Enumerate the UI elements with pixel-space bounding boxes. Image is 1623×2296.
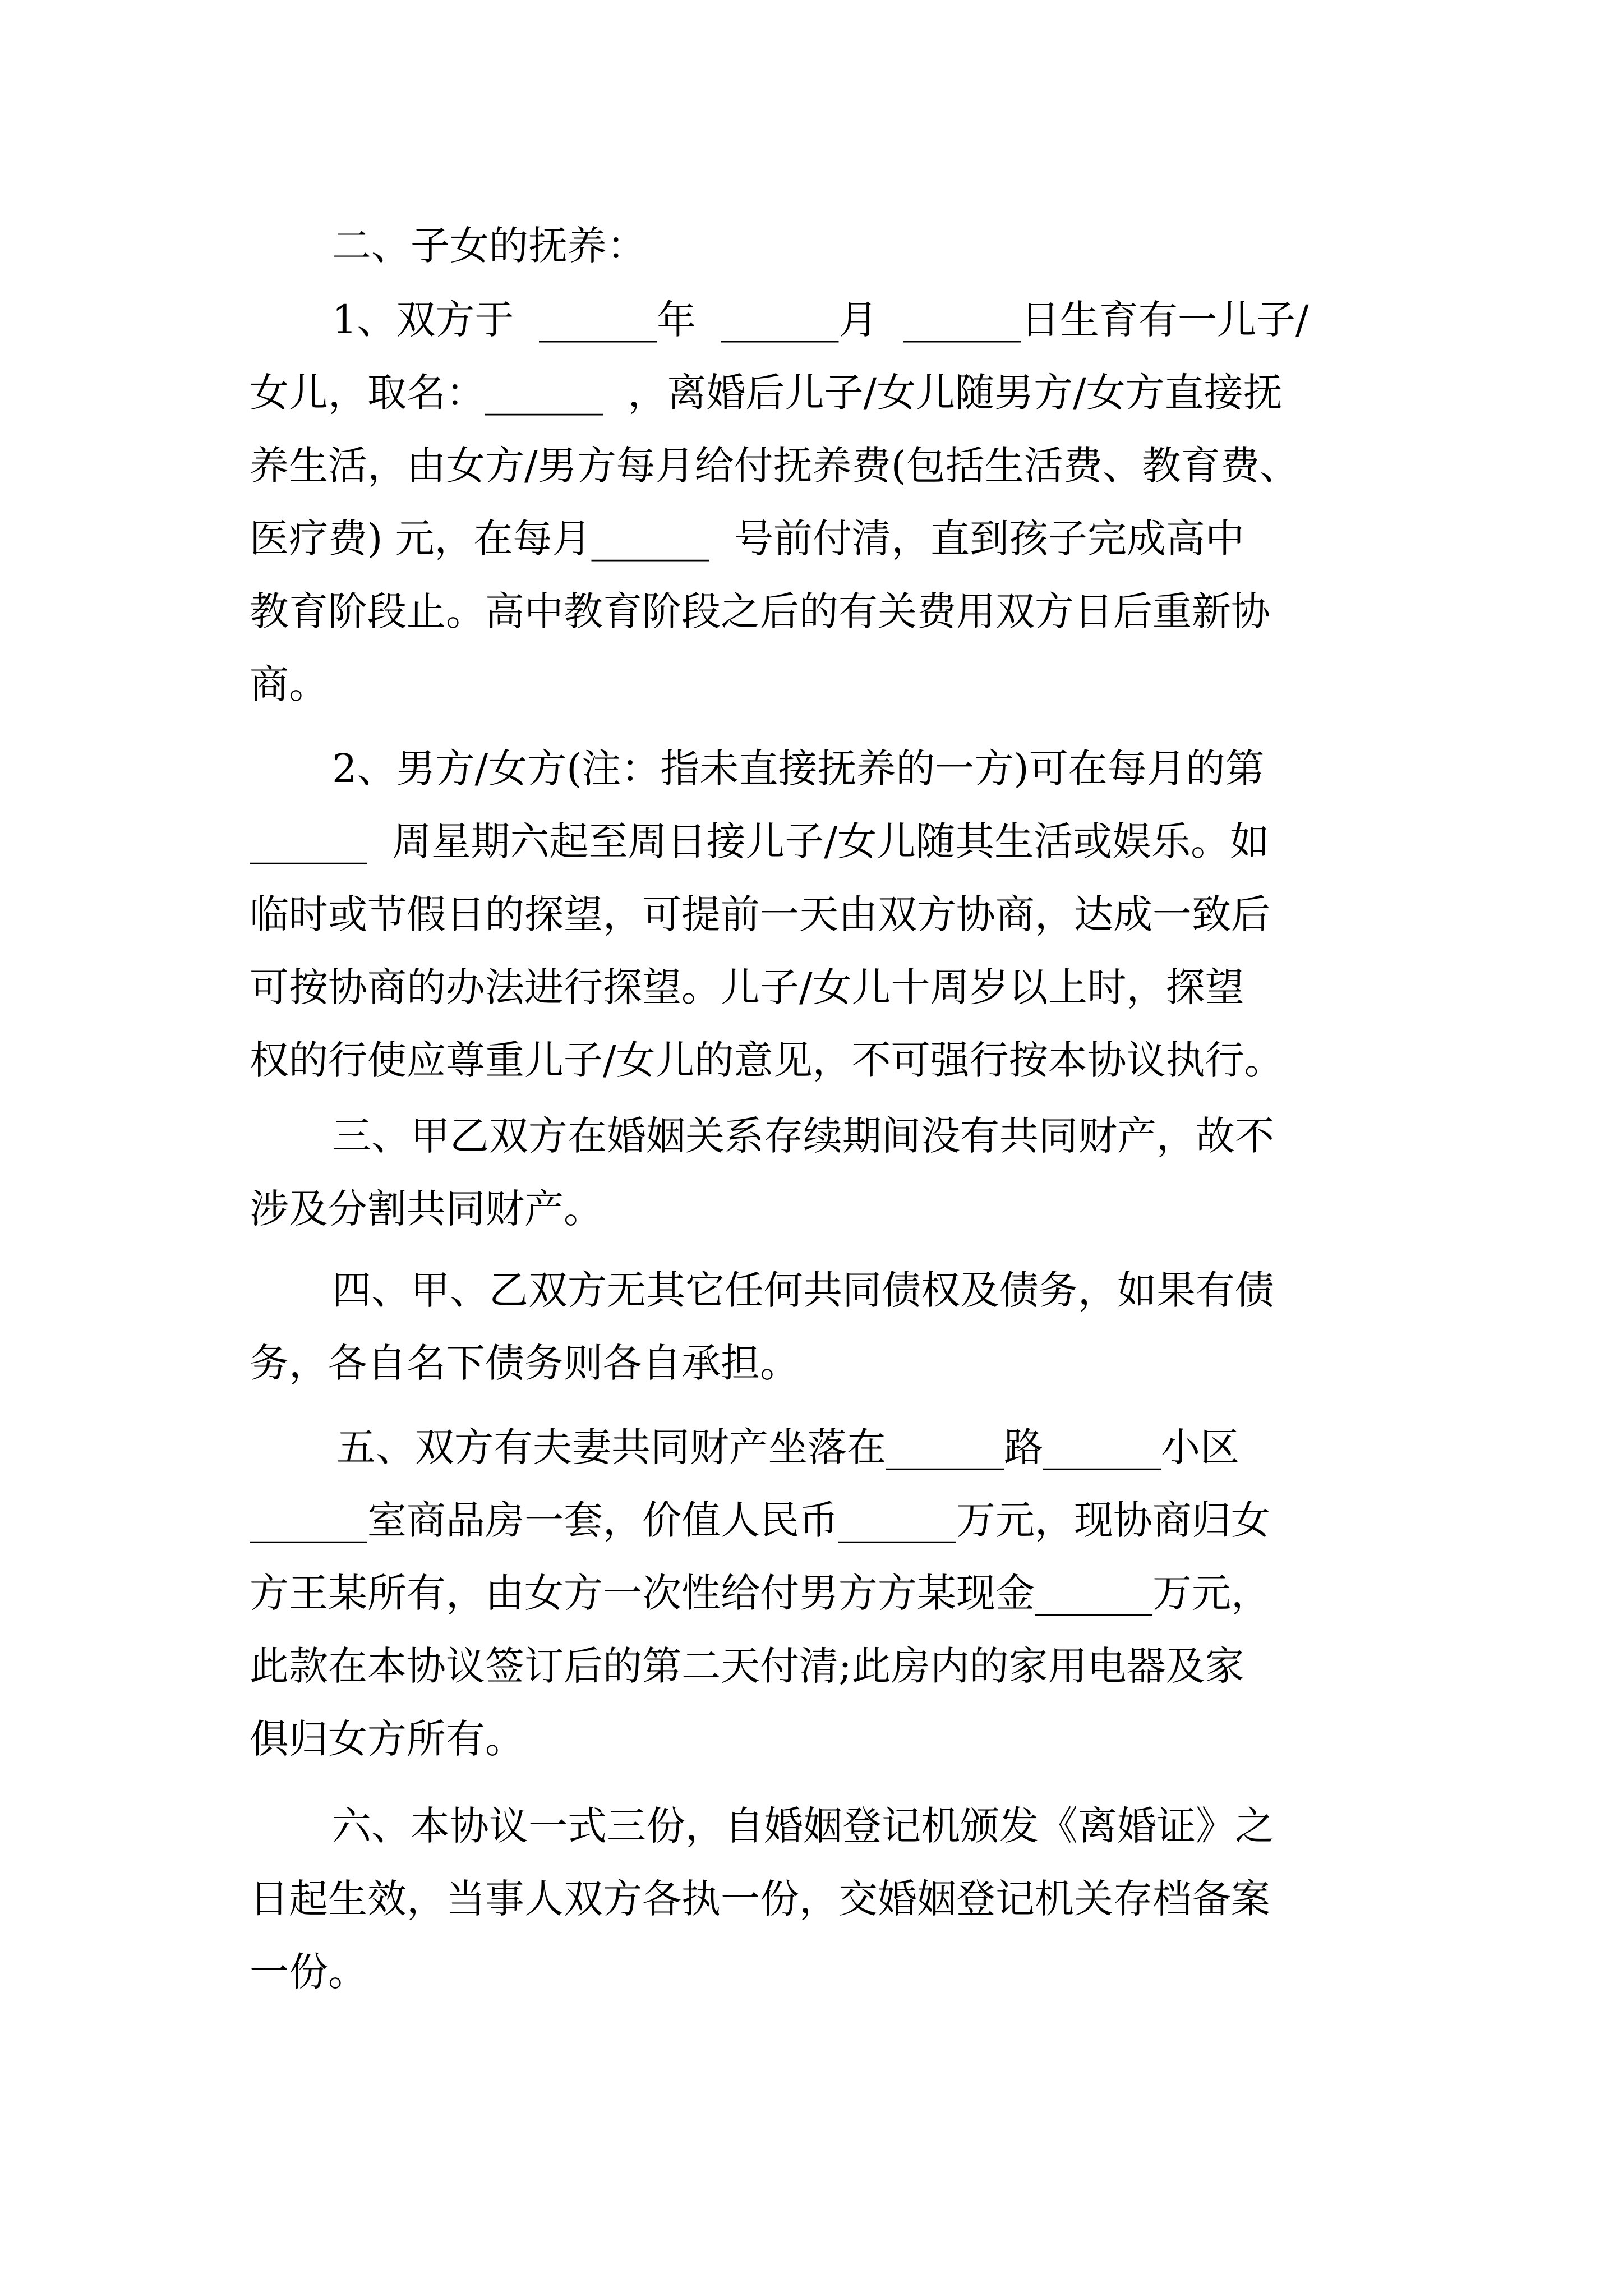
para1-line-6: 商。 <box>250 661 328 707</box>
section3-line-2: 涉及分割共同财产。 <box>250 1186 603 1232</box>
para2-line-2: ______ 周星期六起至周日接儿子/女儿随其生活或娱乐。如 <box>250 818 1270 864</box>
section5-line-2: ______室商品房一套，价值人民币______万元，现协商归女 <box>250 1497 1270 1543</box>
section4-line-2: 务，各自名下债务则各自承担。 <box>250 1340 799 1386</box>
section4-line-1: 四、甲、乙双方无其它任何共同债权及债务，如果有债 <box>332 1267 1274 1313</box>
para1-line-1: 1、双方于 ______年 ______月 ______日生育有一儿子/ <box>332 297 1309 343</box>
para1-line-4: 医疗费) 元，在每月______ 号前付清，直到孩子完成高中 <box>250 516 1245 562</box>
section5-line-1: 五、双方有夫妻共同财产坐落在______路______小区 <box>336 1424 1239 1470</box>
section5-line-4: 此款在本协议签订后的第二天付清;此房内的家用电器及家 <box>250 1643 1244 1689</box>
para1-line-5: 教育阶段止。高中教育阶段之后的有关费用双方日后重新协 <box>250 588 1270 634</box>
para2-line-1: 2、男方/女方(注：指未直接抚养的一方)可在每月的第 <box>332 746 1265 792</box>
para2-line-4: 可按协商的办法进行探望。儿子/女儿十周岁以上时，探望 <box>250 964 1244 1010</box>
section6-line-2: 日起生效，当事人双方各执一份，交婚姻登记机关存档备案 <box>250 1876 1270 1922</box>
section2-heading: 二、子女的抚养： <box>332 223 646 269</box>
section6-line-3: 一份。 <box>250 1949 367 1995</box>
para1-line-3: 养生活，由女方/男方每月给付抚养费(包括生活费、教育费、 <box>250 443 1299 489</box>
section3-line-1: 三、甲乙双方在婚姻关系存续期间没有共同财产，故不 <box>332 1113 1274 1159</box>
section6-line-1: 六、本协议一式三份，自婚姻登记机颁发《离婚证》之 <box>332 1803 1274 1849</box>
para2-line-3: 临时或节假日的探望，可提前一天由双方协商，达成一致后 <box>250 891 1270 937</box>
section5-line-5: 俱归女方所有。 <box>250 1716 524 1762</box>
para2-line-5: 权的行使应尊重儿子/女儿的意见，不可强行按本协议执行。 <box>250 1037 1284 1083</box>
section5-line-3: 方王某所有，由女方一次性给付男方方某现金______万元， <box>250 1570 1270 1616</box>
para1-line-2: 女儿，取名：______ ，离婚后儿子/女儿随男方/女方直接抚 <box>250 370 1283 416</box>
